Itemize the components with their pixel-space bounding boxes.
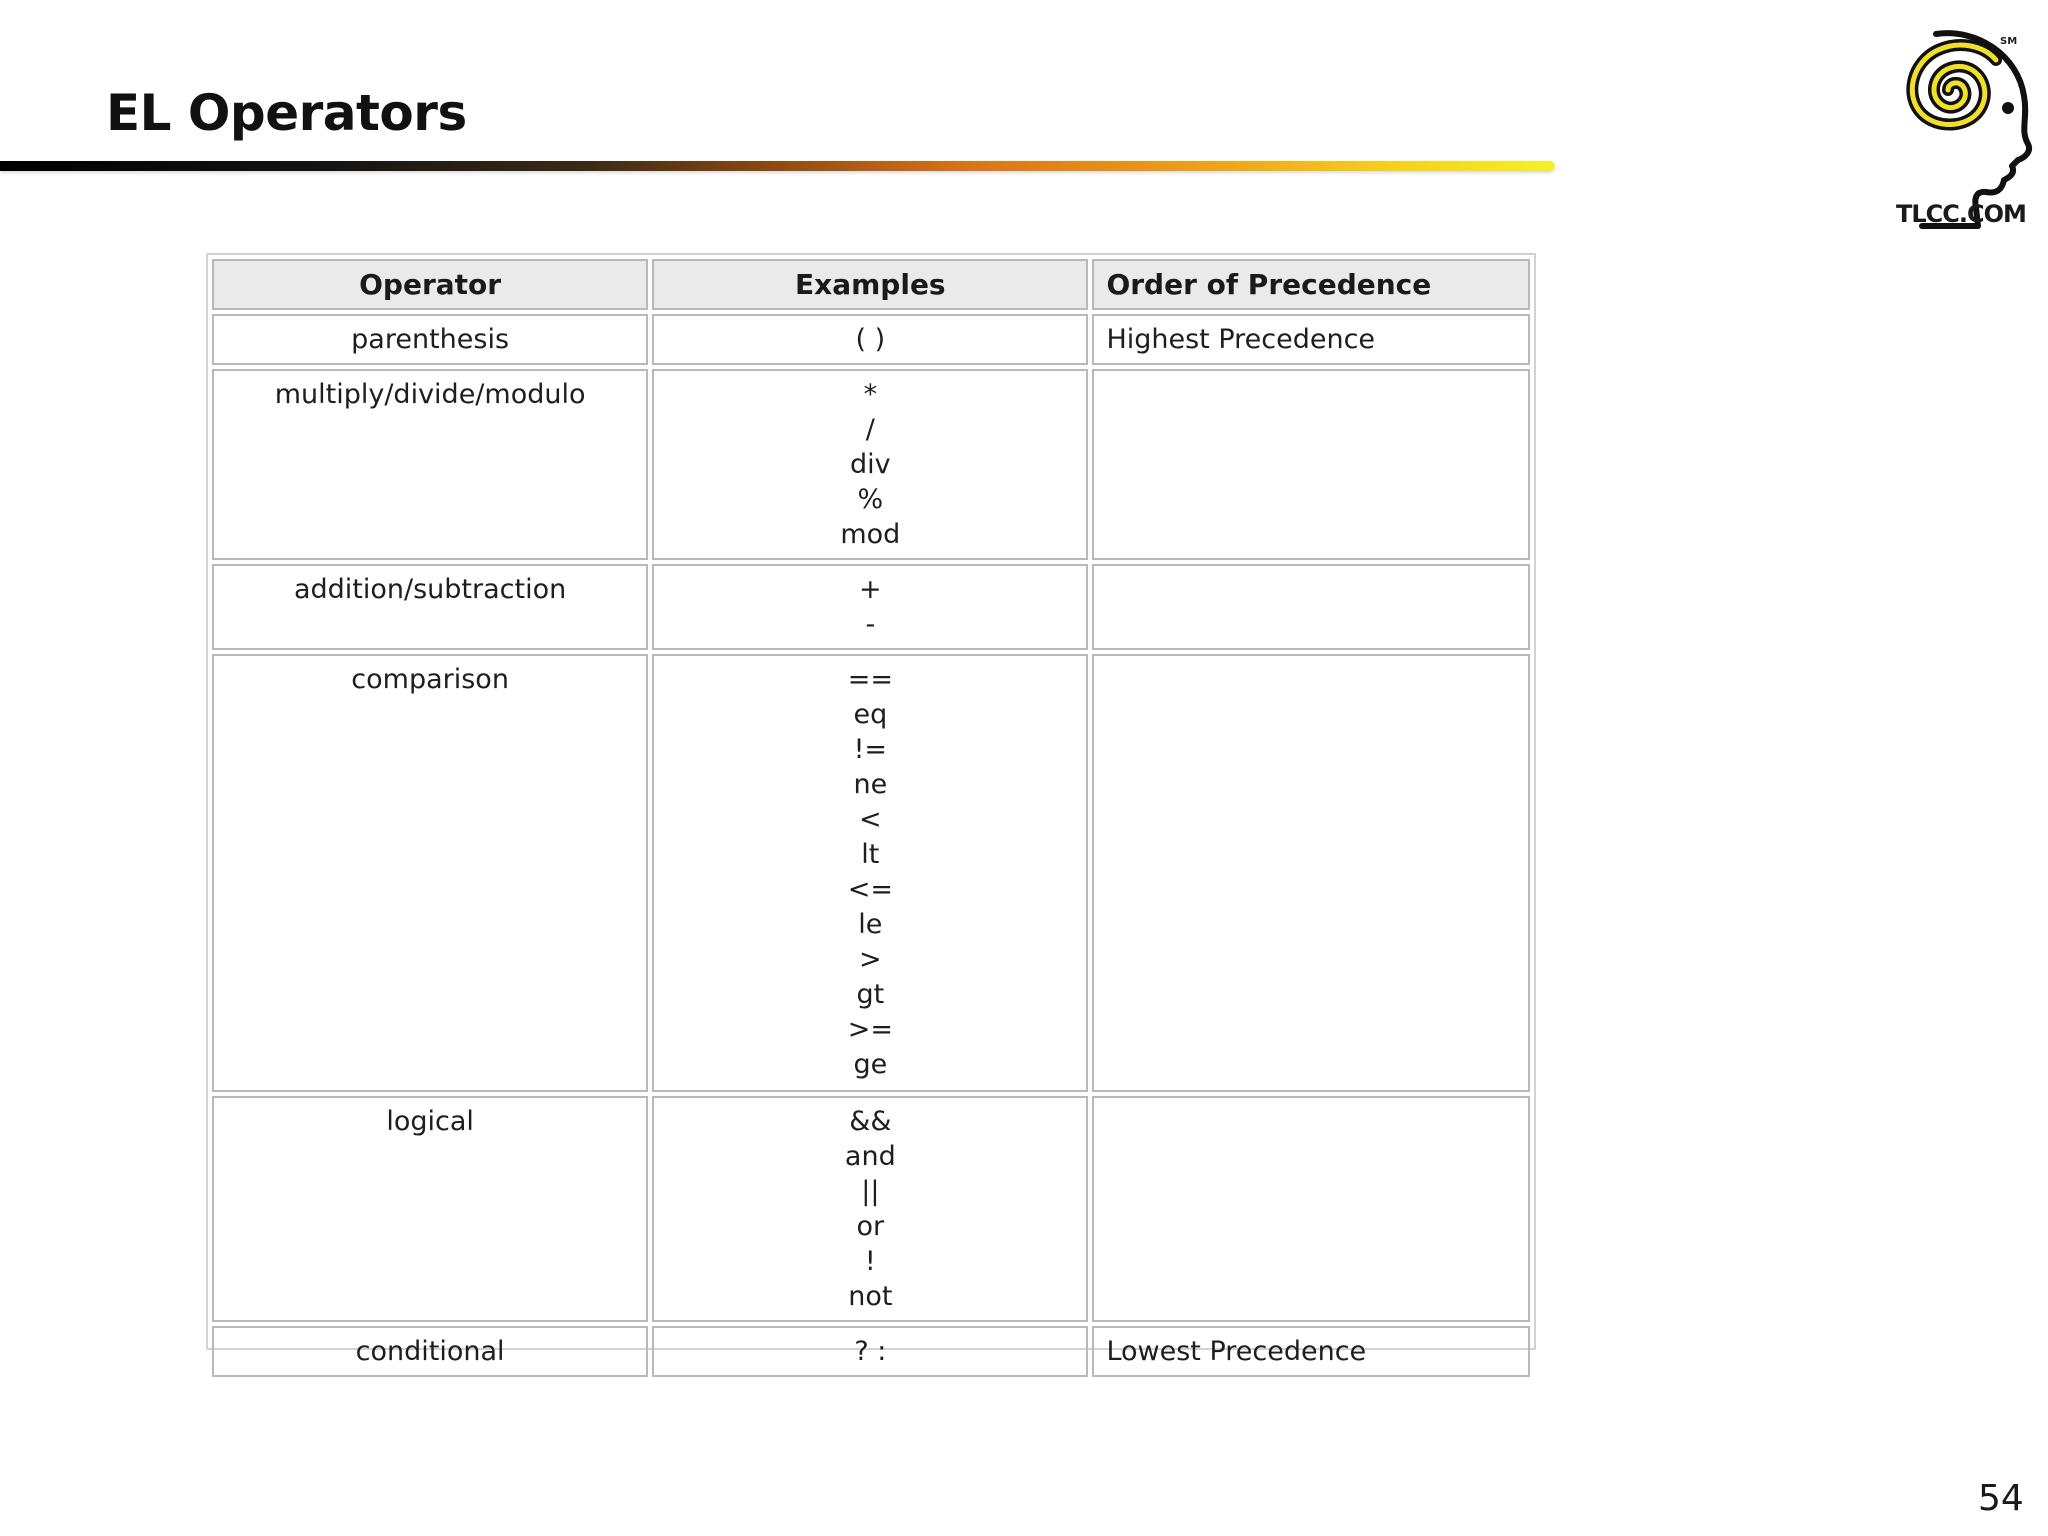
example-token: le xyxy=(858,909,883,940)
example-token: or xyxy=(856,1211,885,1242)
example-token: ( ) xyxy=(855,324,886,355)
example-token: ge xyxy=(853,1049,888,1080)
example-token: and xyxy=(844,1141,896,1172)
examples-cell xyxy=(652,654,1088,1092)
example-token: not xyxy=(848,1281,893,1312)
operator-cell: parenthesis xyxy=(212,314,648,365)
logo-service-mark: SM xyxy=(2000,36,2018,47)
example-token: + xyxy=(859,574,882,605)
operator-cell: multiply/divide/modulo xyxy=(212,369,648,560)
example-token: >= xyxy=(847,1014,893,1045)
examples-cell xyxy=(652,369,1088,560)
header-operator: Operator xyxy=(212,259,648,310)
example-token: > xyxy=(859,944,882,975)
precedence-cell xyxy=(1092,564,1530,650)
example-token: mod xyxy=(840,519,901,550)
table-row xyxy=(212,314,1530,365)
example-token: ne xyxy=(853,769,888,800)
example-token: != xyxy=(853,734,888,765)
precedence-cell xyxy=(1092,369,1530,560)
table-row xyxy=(212,654,1530,1092)
examples-cell xyxy=(652,314,1088,365)
example-token: lt xyxy=(861,839,880,870)
slide-title: EL Operators xyxy=(106,84,467,142)
example-token: - xyxy=(865,609,876,640)
header-examples: Examples xyxy=(652,259,1088,310)
operator-cell: logical xyxy=(212,1096,648,1322)
example-token: gt xyxy=(856,979,885,1010)
examples-cell xyxy=(652,1096,1088,1322)
example-token: ! xyxy=(864,1246,876,1277)
table-row xyxy=(212,1096,1530,1322)
operators-table-frame xyxy=(206,253,1536,1367)
example-token: && xyxy=(849,1106,892,1137)
example-token: < xyxy=(859,804,882,835)
examples-cell xyxy=(652,1326,1088,1377)
table-header-row xyxy=(212,259,1530,310)
operator-cell: comparison xyxy=(212,654,648,1092)
operators-table xyxy=(208,255,1534,1381)
page-number: 54 xyxy=(1978,1478,2024,1519)
example-token: eq xyxy=(853,699,888,730)
table-row xyxy=(212,1326,1530,1377)
operator-cell: conditional xyxy=(212,1326,648,1377)
precedence-cell xyxy=(1092,1096,1530,1322)
example-token: div xyxy=(850,449,891,480)
table-row xyxy=(212,369,1530,560)
precedence-cell xyxy=(1092,654,1530,1092)
example-token: == xyxy=(847,664,893,695)
example-token: ? : xyxy=(854,1336,887,1367)
example-token: / xyxy=(865,414,875,445)
example-token: || xyxy=(861,1176,880,1207)
example-token: * xyxy=(863,379,878,410)
logo-text: TLCC.COM xyxy=(1896,200,2026,228)
examples-cell xyxy=(652,564,1088,650)
precedence-cell: Highest Precedence xyxy=(1092,314,1530,365)
example-token: % xyxy=(857,484,884,515)
operator-cell: addition/subtraction xyxy=(212,564,648,650)
table-row xyxy=(212,564,1530,650)
precedence-cell: Lowest Precedence xyxy=(1092,1326,1530,1377)
header-order-of-precedence: Order of Precedence xyxy=(1092,259,1530,310)
example-token: <= xyxy=(847,874,893,905)
title-gradient-rule xyxy=(0,161,1555,171)
